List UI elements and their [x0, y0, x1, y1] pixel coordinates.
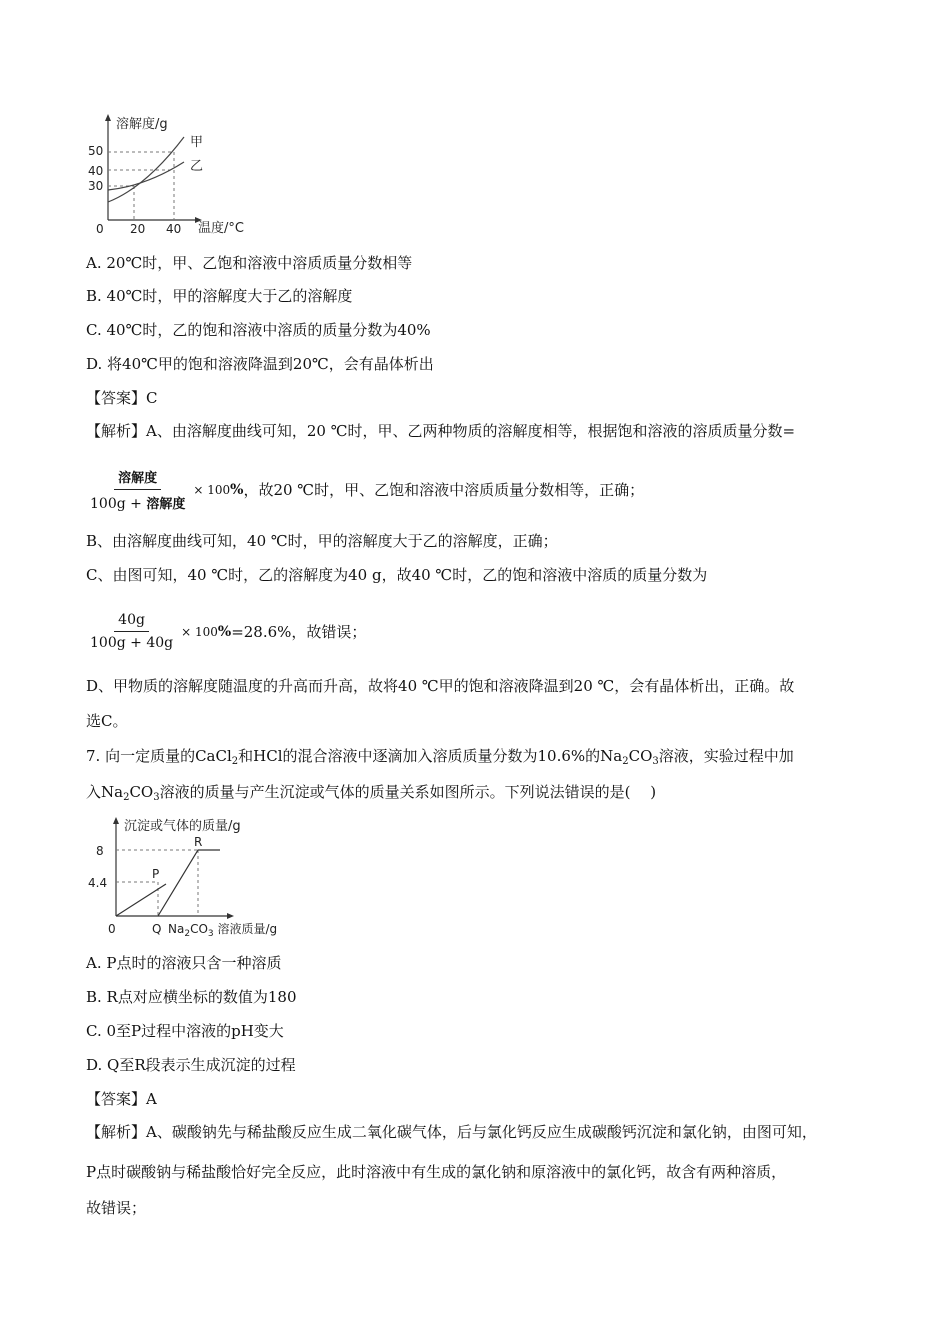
q6-analysis-b: B、由溶解度曲线可知，40 ℃时，甲的溶解度大于乙的溶解度，正确；: [86, 532, 558, 550]
q6-analysis-d1: D、甲物质的溶解度随温度的升高而升高，故将40 ℃甲的饱和溶液降温到20 ℃，会有晶体析出，正确。故: [86, 677, 795, 695]
origin-label: 0: [108, 922, 116, 936]
q6-formula-1: [86, 467, 644, 512]
subscript: 2: [123, 792, 130, 803]
q7-stem-line1: [86, 746, 794, 772]
text-run: CO: [628, 747, 653, 765]
q7-answer: 【答案】A: [86, 1090, 157, 1108]
multiplier: × 100: [193, 482, 231, 497]
label-sub: 2: [184, 929, 191, 939]
y-axis-label: 沉淀或气体的质量/g: [124, 819, 241, 834]
precipitate-gas-chart: [86, 812, 306, 944]
q6-option-b: B. 40℃时，甲的溶解度大于乙的溶解度: [86, 287, 353, 305]
formula-tail: ，故20 ℃时，甲、乙饱和溶液中溶质质量分数相等，正确；: [243, 481, 645, 499]
label-sub: 3: [207, 929, 214, 939]
x-axis-label: [168, 921, 277, 939]
curve-yi: [108, 162, 184, 190]
y-axis-arrow: [113, 817, 119, 824]
q6-option-c: C. 40℃时，乙的饱和溶液中溶质的质量分数为40%: [86, 321, 431, 339]
x-tick-label: 40: [166, 222, 182, 236]
x-tick-label: 20: [130, 222, 146, 236]
legend-yi: 乙: [190, 159, 204, 174]
text-run: 溶液的质量与产生沉淀或气体的质量关系如图所示。下列说法错误的是( ): [159, 783, 657, 801]
q6-answer: 【答案】C: [86, 389, 158, 407]
text-run: 和HCl的混合溶液中逐滴加入溶质质量分数为10.6%的Na: [238, 747, 623, 765]
q6-analysis-d2: 选C。: [86, 712, 128, 730]
denominator-part: 溶解度: [146, 497, 186, 512]
legend-jia: 甲: [190, 135, 204, 150]
subscript: 3: [652, 756, 659, 767]
point-label-p: P: [152, 867, 160, 881]
percent-sign: %: [230, 481, 244, 498]
q7-option-d: D. Q至R段表示生成沉淀的过程: [86, 1056, 296, 1074]
text-run: 7. 向一定质量的CaCl: [86, 747, 232, 765]
y-tick-label: 40: [88, 164, 104, 178]
denominator: [86, 490, 189, 512]
y-tick-label: 50: [88, 144, 104, 158]
x-axis-arrow: [227, 913, 234, 919]
label-run: Na: [168, 922, 185, 936]
q6-formula-2: [86, 612, 366, 651]
y-tick-label: 4.4: [88, 876, 108, 890]
q6-option-d: D. 将40℃甲的饱和溶液降温到20℃，会有晶体析出: [86, 355, 434, 373]
point-label-q: Q: [152, 922, 162, 936]
numerator: 溶解度: [114, 467, 161, 490]
q7-analysis-2: P点时碳酸钠与稀盐酸恰好完全反应，此时溶液中有生成的氯化钠和原溶液中的氯化钙，故含有两种溶质，: [86, 1163, 787, 1181]
fraction: [86, 467, 189, 512]
formula-tail: =28.6%，故错误；: [231, 623, 367, 641]
precipitate-line: [158, 850, 220, 916]
q7-stem-line2: [86, 782, 656, 808]
q7-option-c: C. 0至P过程中溶液的pH变大: [86, 1022, 284, 1040]
text-run: CO: [129, 783, 154, 801]
point-label-r: R: [194, 835, 203, 849]
subscript: 2: [622, 756, 629, 767]
x-axis-label: 温度/°C: [198, 221, 244, 236]
y-axis-arrow: [105, 114, 111, 121]
text-run: 入Na: [86, 783, 124, 801]
subscript: 3: [153, 792, 160, 803]
q6-option-a: A. 20℃时，甲、乙饱和溶液中溶质质量分数相等: [86, 254, 413, 272]
q7-analysis-3: 故错误；: [86, 1199, 147, 1217]
numerator: 40g: [114, 612, 149, 632]
denominator-part: 100g +: [90, 496, 147, 512]
q7-option-b: B. R点对应横坐标的数值为180: [86, 988, 297, 1006]
label-run: 溶液质量/g: [213, 922, 278, 936]
solubility-chart: [86, 112, 276, 237]
q7-analysis-1: 【解析】A、碳酸钠先与稀盐酸反应生成二氧化碳气体，后与氯化钙反应生成碳酸钙沉淀和氯化钠，由图可知，: [86, 1123, 817, 1141]
q6-analysis-c: C、由图可知，40 ℃时，乙的溶解度为40 g，故40 ℃时，乙的饱和溶液中溶质的质量分数为: [86, 566, 708, 584]
denominator: 100g + 40g: [90, 635, 174, 651]
q6-analysis-a: 【解析】A、由溶解度曲线可知，20 ℃时，甲、乙两种物质的溶解度相等，根据饱和溶液的溶质质量分数=: [86, 422, 796, 440]
multiplier: × 100: [181, 624, 218, 639]
x-tick-label: 0: [96, 222, 104, 236]
y-tick-label: 30: [88, 179, 104, 193]
percent-sign: %: [217, 623, 232, 640]
label-run: CO: [190, 922, 208, 936]
q7-option-a: A. P点时的溶液只含一种溶质: [86, 954, 282, 972]
text-run: 溶液，实验过程中加: [658, 747, 794, 765]
subscript: 2: [231, 756, 239, 767]
y-axis-label: 溶解度/g: [116, 117, 168, 132]
y-tick-label: 8: [96, 844, 104, 858]
fraction: [86, 612, 177, 651]
